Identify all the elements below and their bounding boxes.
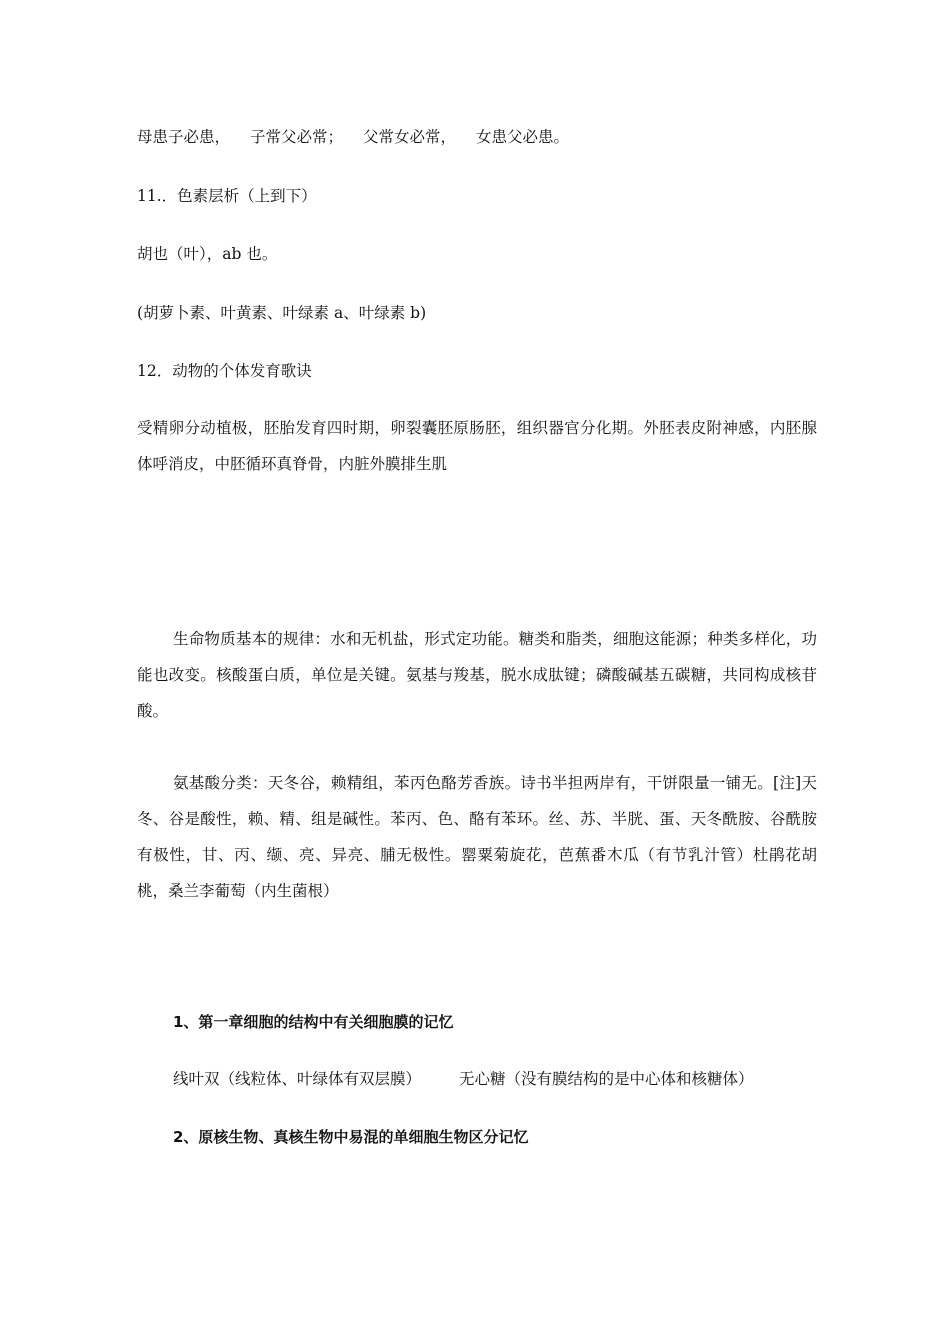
pigment-mnemonic: 胡也（叶），ab 也。 bbox=[137, 245, 278, 263]
rule-4: 女患父必患。 bbox=[476, 128, 570, 146]
section-2-heading: 2、原核生物、真核生物中易混的单细胞生物区分记忆 bbox=[173, 1128, 529, 1146]
rule-1: 母患子必患， bbox=[137, 128, 231, 146]
rule-3: 父常女必常， bbox=[363, 128, 457, 146]
genetics-rule-line bbox=[137, 126, 569, 148]
amino-acid-paragraph: 氨基酸分类：天冬谷，赖精组，苯丙色酪芳香族。诗书半担两岸有，干饼限量一铺无。[注]天冬、谷是酸性，赖、精、组是碱性。苯丙、色、酪有苯环。丝、苏、半胱、蛋、天冬酰胺、谷酰胺有极性，甘、丙、缬、亮、异亮、脯无极性。罂粟菊旋花，芭蕉番木瓜（有节乳汁管）杜鹃花胡桃，桑兰李葡萄（内生菌根） bbox=[137, 774, 817, 900]
life-matter-paragraph: 生命物质基本的规律：水和无机盐，形式定功能。糖类和脂类，细胞这能源；种类多样化，功能也改变。核酸蛋白质，单位是关键。氨基与羧基，脱水成肽键；磷酸碱基五碳糖，共同构成核苷酸。 bbox=[137, 630, 817, 720]
section-1-heading: 1、第一章细胞的结构中有关细胞膜的记忆 bbox=[173, 1013, 454, 1031]
section-11-heading: 11.．色素层析（上到下） bbox=[137, 187, 317, 205]
membrane-mnemonic-line bbox=[173, 1068, 754, 1090]
double-membrane-note: 线叶双（线粒体、叶绿体有双层膜） bbox=[173, 1070, 422, 1088]
section-12-heading: 12．动物的个体发育歌诀 bbox=[137, 362, 312, 380]
pigment-explanation: (胡萝卜素、叶黄素、叶绿素 a、叶绿素 b) bbox=[137, 304, 427, 322]
rule-2: 子常父必常； bbox=[250, 128, 344, 146]
development-mnemonic-paragraph: 受精卵分动植极，胚胎发育四时期，卵裂囊胚原肠胚，组织器官分化期。外胚表皮附神感，内胚腺体呼消皮，中胚循环真脊骨，内脏外膜排生肌 bbox=[137, 419, 817, 473]
no-membrane-note: 无心糖（没有膜结构的是中心体和核糖体） bbox=[459, 1070, 754, 1088]
